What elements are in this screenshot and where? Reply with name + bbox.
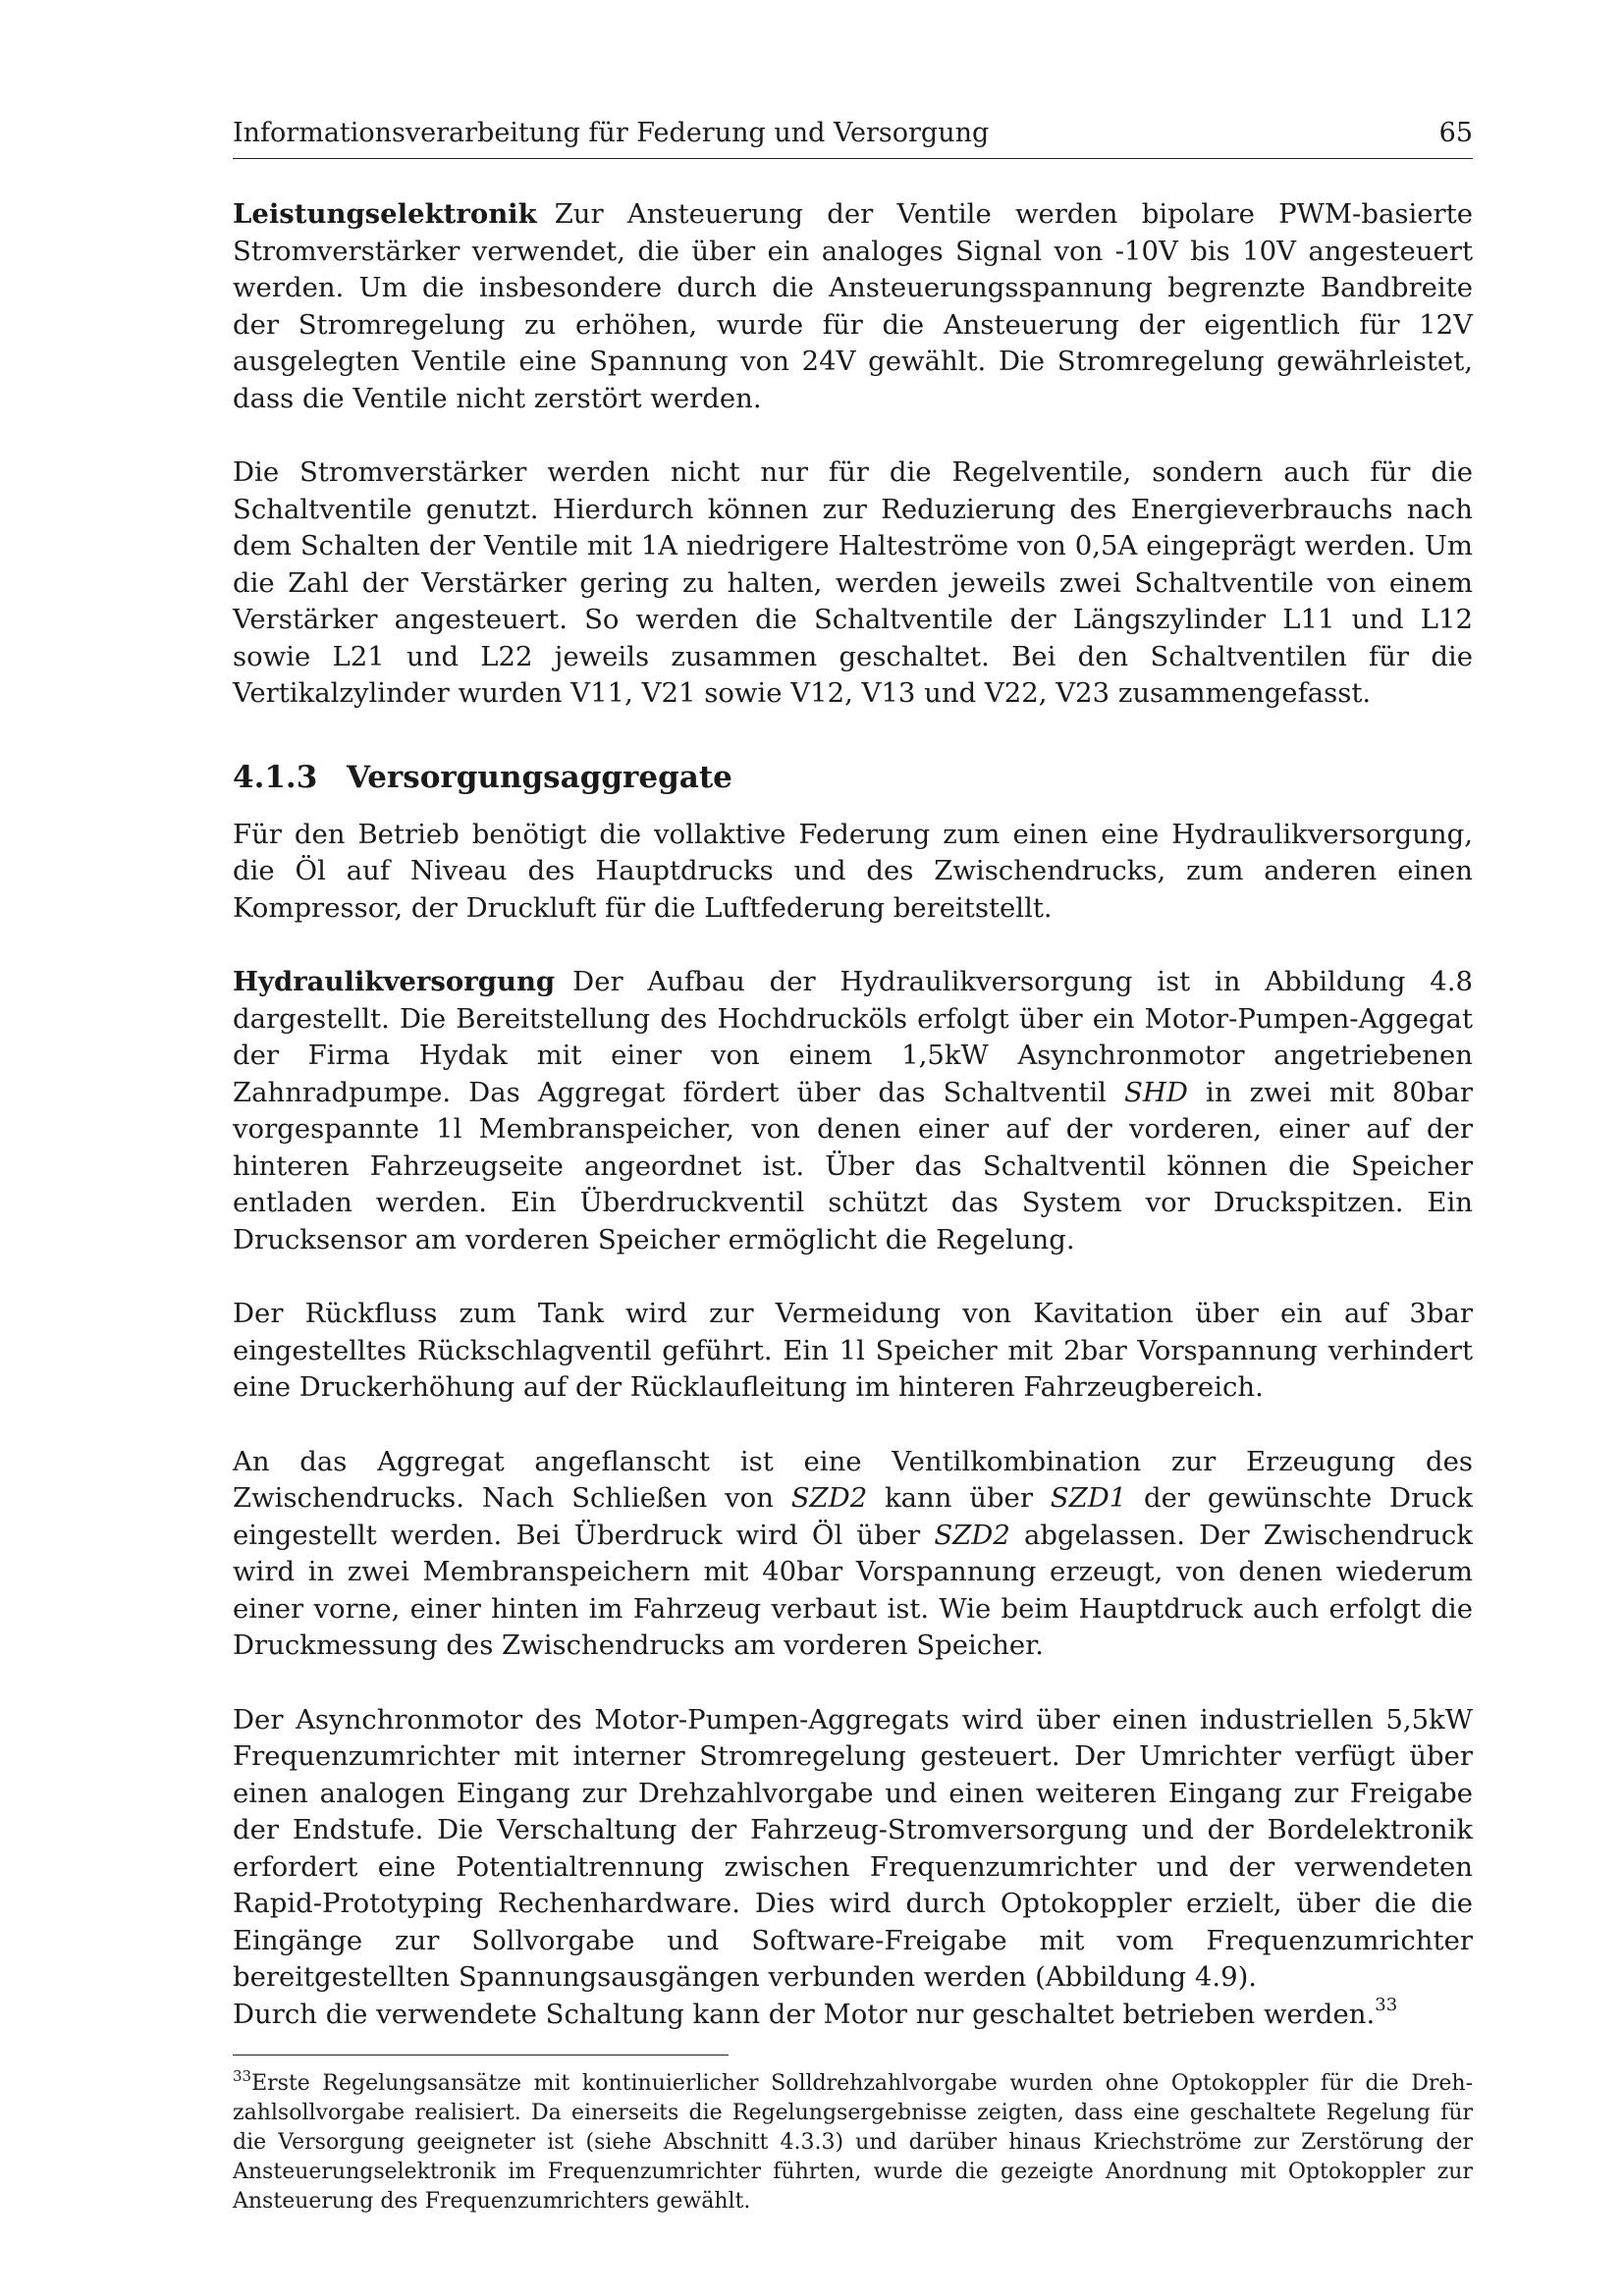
text-span: in zwei mit 80bar vorgespannte 1l Membranspeicher, von denen einer auf der vorderen, einer auf der hinteren Fahrzeugseite angeordnet ist. Über das Schaltventil können die Speicher entladen werden. Ein Überdruckventil schützt das System vor Druckspitzen. Ein Drucksensor am vorderen Speicher ermöglicht die Regelung. <box>233 1076 1473 1255</box>
paragraph-text: Zur Ansteuerung der Ventile werden bipolare PWM-basierte Stromverstärker verwendet, die über ein analoges Signal von -10V bis 10V angesteuert werden. Um die insbesondere durch die Ansteuerungsspannung begrenzte Bandbreite der Stromregelung zu erhöhen, wurde für die Ansteuerung der eigentlich für 12V ausgelegten Ventile eine Spannung von 24V gewählt. Die Stromregelung gewährleistet, dass die Ventile nicht zerstört werden. <box>233 198 1473 414</box>
paragraph-hydraulik-1 <box>233 964 1473 1258</box>
valve-label: SZD1 <box>1050 1482 1127 1514</box>
paragraph-hydraulik-4: Der Asynchronmotor des Motor-Pumpen-Aggregats wird über einen industriellen 5,5kW Frequenzumrichter mit interner Stromregelung gesteuert. Der Umrichter verfügt über einen analogen Eingang zur Drehzahlvorgabe und einen weiteren Eingang zur Freigabe der Endstufe. Die Verschaltung der Fahrzeug-Stromversorgung und der Bordelektronik erfordert eine Potentialtrennung zwischen Frequenzumrichter und der verwendeten Rapid-Prototyping Rechenhardware. Dies wird durch Optokoppler erzielt, über die die Eingänge zur Sollvorgabe und Software-Freigabe mit vom Frequenzumrichter bereitgestellten Spannungsausgängen verbunden werden (Abbildung 4.9). <box>233 1703 1473 1993</box>
text-span: Der Aufbau der Hydraulikversorgung ist in Abbildung 4.8 dargestellt. Die Bereitstellung des Hochdrucköls erfolgt über ein Motor-Pumpen-Aggegat der Firma Hydak mit einer von einem 1,5kW Asynchronmotor angetriebenen Zahnradpumpe. Das Aggregat fördert über das Schaltventil <box>233 966 1473 1108</box>
paragraph-hydraulik-2: Der Rückfluss zum Tank wird zur Vermeidung von Kavitation über ein auf 3bar eingestelltes Rückschlagventil geführt. Ein 1l Speicher mit 2bar Vorspannung verhindert eine Druckerhöhung auf der Rücklaufleitung im hinteren Fahrzeugbereich. <box>233 1298 1473 1403</box>
text-span: An das Aggregat angeflanscht ist eine Ventilkombination zur Erzeugung des Zwischendrucks. Nach Schließen von <box>233 1445 1473 1514</box>
text-span: der gewünschte Druck eingestellt werden. Bei Überdruck wird Öl über <box>233 1482 1473 1551</box>
section-heading-versorgungsaggregate <box>233 760 1473 795</box>
footnote-rule <box>233 2055 729 2056</box>
text-span: abgelassen. Der Zwischendruck wird in zwei Membranspeichern mit 40bar Vorspannung erzeugt, von denen wiederum einer vorne, einer hinten im Fahrzeug verbaut ist. Wie beim Hauptdruck auch erfolgt die Druckmessung des Zwischendrucks am vorderen Speicher. <box>233 1519 1473 1661</box>
section-title: Versorgungsaggregate <box>347 759 732 795</box>
paragraph-hydraulik-5 <box>233 1994 1473 2034</box>
paragraph-leistungselektronik-1 <box>233 196 1473 417</box>
valve-label: SZD2 <box>790 1482 868 1514</box>
paragraph-leistungselektronik-2: Die Stromverstärker werden nicht nur für die Regelventile, sondern auch für die Schaltventile genutzt. Hierdurch können zur Reduzierung des Energieverbrauchs nach dem Schalten der Ventile mit 1A niedrigere Halteströme von 0,5A eingeprägt werden. Um die Zahl der Verstärker gering zu halten, werden jeweils zwei Schaltventile von einem Verstärker angesteuert. So werden die Schaltventile der Längszylinder L11 und L12 sowie L21 und L22 jeweils zusammen geschaltet. Bei den Schaltventilen für die Vertikalzylinder wurden V11, V21 sowie V12, V13 und V22, V23 zusammengefasst. <box>233 456 1473 709</box>
runin-heading-leistungselektronik: Leistungselektronik <box>233 198 537 230</box>
section-number: 4.1.3 <box>233 759 318 795</box>
valve-label: SHD <box>1124 1076 1188 1108</box>
paragraph-hydraulik-3 <box>233 1444 1473 1665</box>
running-header <box>233 118 1473 159</box>
page-number: 65 <box>1438 118 1473 148</box>
runin-heading-hydraulikversorgung: Hydraulikversorgung <box>233 966 556 997</box>
footnote-mark: 33 <box>233 2067 252 2085</box>
body-text <box>233 196 1473 2216</box>
footnote-text: Erste Regelungsansätze mit kontinuierlicher Solldrehzahlvorgabe wurden ohne Optokoppler für die Drehzahlsollvorgabe realisiert. Da einerseits die Regelungsergebnisse zeigten, dass eine geschaltete Regelung für die Versorgung geeigneter ist (siehe Abschnitt 4.3.3) und darüber hinaus Kriechströme zur Zerstörung der Ansteuerungselektronik im Frequenzumrichter führten, wurde die gezeigte Anordnung mit Optokoppler zur Ansteuerung des Frequenzumrichters gewählt. <box>233 2071 1473 2214</box>
footnote <box>233 2069 1473 2216</box>
valve-label: SZD2 <box>934 1519 1010 1551</box>
document-page <box>233 118 1473 2216</box>
paragraph-versorgung-intro: Für den Betrieb benötigt die vollaktive Federung zum einen eine Hydraulikversorgung, die Öl auf Niveau des Hauptdrucks und des Zwischendrucks, zum anderen einen Kompressor, der Druckluft für die Luftfederung bereitstellt. <box>233 818 1473 924</box>
text-span: Durch die verwendete Schaltung kann der Motor nur geschaltet betrieben werden. <box>233 1998 1376 2030</box>
text-span: kann über <box>867 1482 1051 1514</box>
header-title: Informationsverarbeitung für Federung und Versorgung <box>233 118 990 148</box>
footnote-reference[interactable]: 33 <box>1375 1994 1398 2015</box>
